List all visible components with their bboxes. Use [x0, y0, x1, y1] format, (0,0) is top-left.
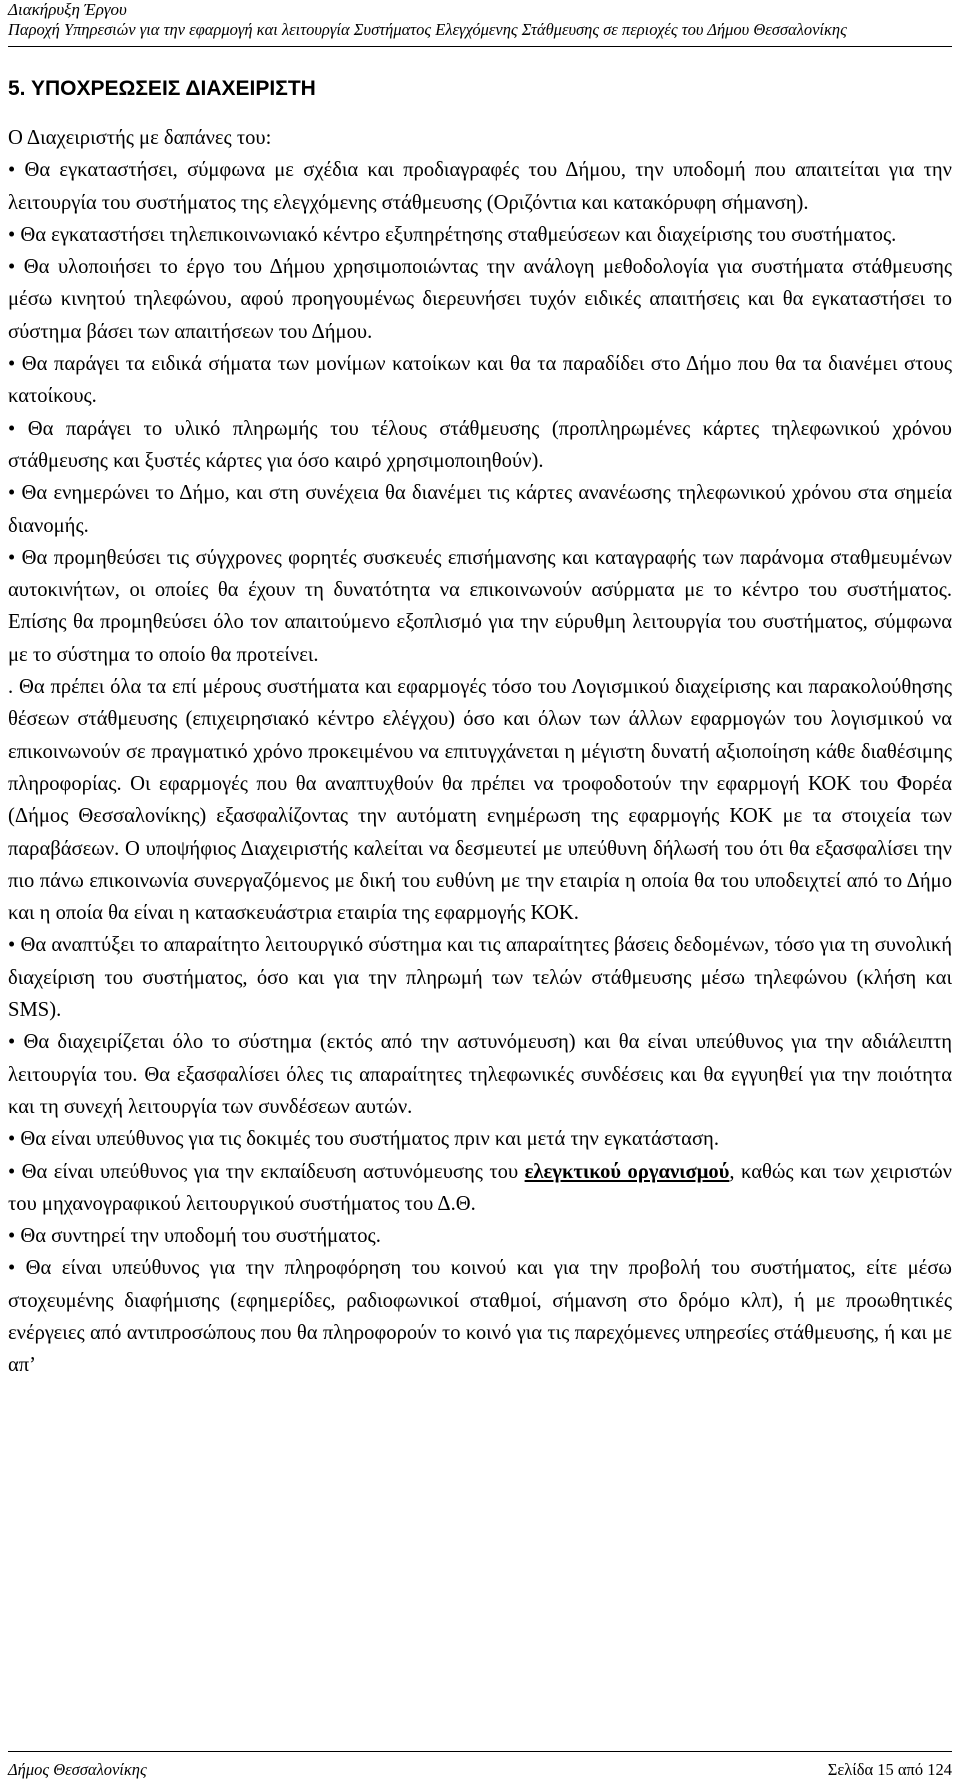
- intro-paragraph: Ο Διαχειριστής με δαπάνες του:: [8, 127, 272, 149]
- page-footer: [8, 1751, 952, 1780]
- list-item: • Θα συντηρεί την υποδομή του συστήματος.: [8, 1225, 381, 1248]
- section-heading: 5. ΥΠΟΧΡΕΩΣΕΙΣ ΔΙΑΧΕΙΡΙΣΤΗ: [8, 77, 316, 100]
- list-item: • Θα υλοποιήσει το έργο του Δήμου χρησιμοποιώντας την ανάλογη μεθοδολογία για συστήματα στάθμευσης μέσω κινητού τηλεφώνου, αφού προηγουμένως διερευνήσει τυχόν ειδικές απαιτήσεις και θα εγκαταστήσει το σύστημα βάσει των απαιτήσεων του Δήμου.: [8, 256, 952, 343]
- list-item: • Θα αναπτύξει το απαραίτητο λειτουργικό σύστημα και τις απαραίτητες βάσεις δεδομένων, τόσο για τη συνολική διαχείριση του συστήματος, όσο και για την πληρωμή των τελών στάθμευσης μέσω τηλεφώνου (κλήση και SMS).: [8, 934, 952, 1022]
- list-item: • Θα είναι υπεύθυνος για τις δοκιμές του συστήματος πριν και μετά την εγκατάσταση.: [8, 1128, 719, 1151]
- training-emphasis: ελεγκτικού οργανισμού: [524, 1160, 730, 1183]
- list-item: • Θα διαχειρίζεται όλο το σύστημα (εκτός από την αστυνόμευση) και θα είναι υπεύθυνος για την αδιάλειπτη λειτουργία του. Θα εξασφαλίσει όλες τις απαραίτητες τηλεφωνικές συνδέσεις και θα εγγυηθεί για την ποιότητα και τη συνεχή λειτουργία των συνδέσεων αυτών.: [8, 1031, 952, 1118]
- list-item: • Θα εγκαταστήσει τηλεπικοινωνιακό κέντρο εξυπηρέτησης σταθμεύσεων και διαχείρισης του συστήματος.: [8, 223, 897, 246]
- page-number: Σελίδα 15 από 124: [827, 1760, 952, 1779]
- footer-organization: Δήμος Θεσσαλονίκης: [8, 1760, 147, 1779]
- list-item-training: [8, 1156, 952, 1221]
- training-text-after: , καθώς και των χειριστών του μηχανογραφικού λειτουργικού συστήματος του Δ.Θ.: [8, 1160, 952, 1215]
- list-item: . Θα πρέπει όλα τα επί μέρους συστήματα και εφαρμογές τόσο του Λογισμικού διαχείρισης και παρακολούθησης θέσεων στάθμευσης (επιχειρησιακό κέντρο ελέγχου) όσο και όλων των άλλων εφαρμογών του λογισμικού να επικοινωνούν σε πραγματικό χρόνο προκειμένου να επιτυγχάνεται η μέγιστη δυνατή αξιοποίηση κάθε διαθέσιμης πληροφορίας. Οι εφαρμογές που θα αναπτυχθούν θα πρέπει να τροφοδοτούν την εφαρμογή ΚΟΚ του Φορέα (Δήμος Θεσσαλονίκης) εξασφαλίζοντας την αυτόματη ενημέρωση της εφαρμογής ΚΟΚ με τα στοιχεία των παραβάσεων. Ο υποψήφιος Διαχειριστής καλείται να δεσμευτεί με υπεύθυνη δήλωσή του ότι θα εξασφαλίσει την πιο πάνω επικοινωνία συνεργαζόμενος με δική του ευθύνη με την εταιρία η οποία θα του υποδειχτεί από το Δήμο και η οποία θα είναι η κατασκευάστρια εταιρία της εφαρμογής ΚΟΚ.: [8, 676, 952, 925]
- list-item: • Θα παράγει τα ειδικά σήματα των μονίμων κατοίκων και θα τα παραδίδει στο Δήμο που θα τα διανέμει στους κατοίκους.: [8, 353, 952, 408]
- list-item: • Θα εγκαταστήσει, σύμφωνα με σχέδια και προδιαγραφές του Δήμου, την υποδομή που απαιτείται για την λειτουργία του συστήματος της ελεγχόμενης στάθμευσης (Οριζόντια και κατακόρυφη σήμανση).: [8, 159, 952, 214]
- list-item: • Θα παράγει το υλικό πληρωμής του τέλους στάθμευσης (προπληρωμένες κάρτες τηλεφωνικού χρόνου στάθμευσης και ξυστές κάρτες για όσο καιρό χρησιμοποιηθούν).: [8, 417, 952, 472]
- list-item: • Θα ενημερώνει το Δήμο, και στη συνέχεια θα διανέμει τις κάρτες ανανέωσης τηλεφωνικού χρόνου στα σημεία διανομής.: [8, 482, 952, 537]
- list-item: • Θα προμηθεύσει τις σύγχρονες φορητές συσκευές επισήμανσης και καταγραφής των παράνομα σταθμευμένων αυτοκινήτων, οι οποίες θα έχουν τη δυνατότητα να επικοινωνούν ασύρματα με το κέντρο του συστήματος. Επίσης θα προμηθεύσει όλο τον απαιτούμενο εξοπλισμό για την εύρυθμη λειτουργία του συστήματος, σύμφωνα με το σύστημα το οποίο θα προτείνει.: [8, 546, 952, 666]
- training-text-before: • Θα είναι υπεύθυνος για την εκπαίδευση αστυνόμευσης του: [8, 1160, 525, 1183]
- document-title: Διακήρυξη Έργου: [8, 0, 127, 19]
- document-subtitle: Παροχή Υπηρεσιών για την εφαρμογή και λειτουργία Συστήματος Ελεγχόμενης Στάθμευσης σε περιοχές του Δήμου Θεσσαλονίκης: [8, 20, 952, 47]
- page-header: [8, 0, 952, 47]
- list-item: • Θα είναι υπεύθυνος για την πληροφόρηση του κοινού και για την προβολή του συστήματος, είτε μέσω στοχευμένης διαφήμισης (εφημερίδες, ραδιοφωνικοί σταθμοί, σήμανση στο δρόμο κλπ), ή με προωθητικές ενέργειες από αντιπροσώπους που θα πληροφορούν το κοινό για τις παρεχόμενες υπηρεσίες στάθμευσης, ή και με απ’: [8, 1257, 952, 1377]
- page-content: [8, 76, 952, 1382]
